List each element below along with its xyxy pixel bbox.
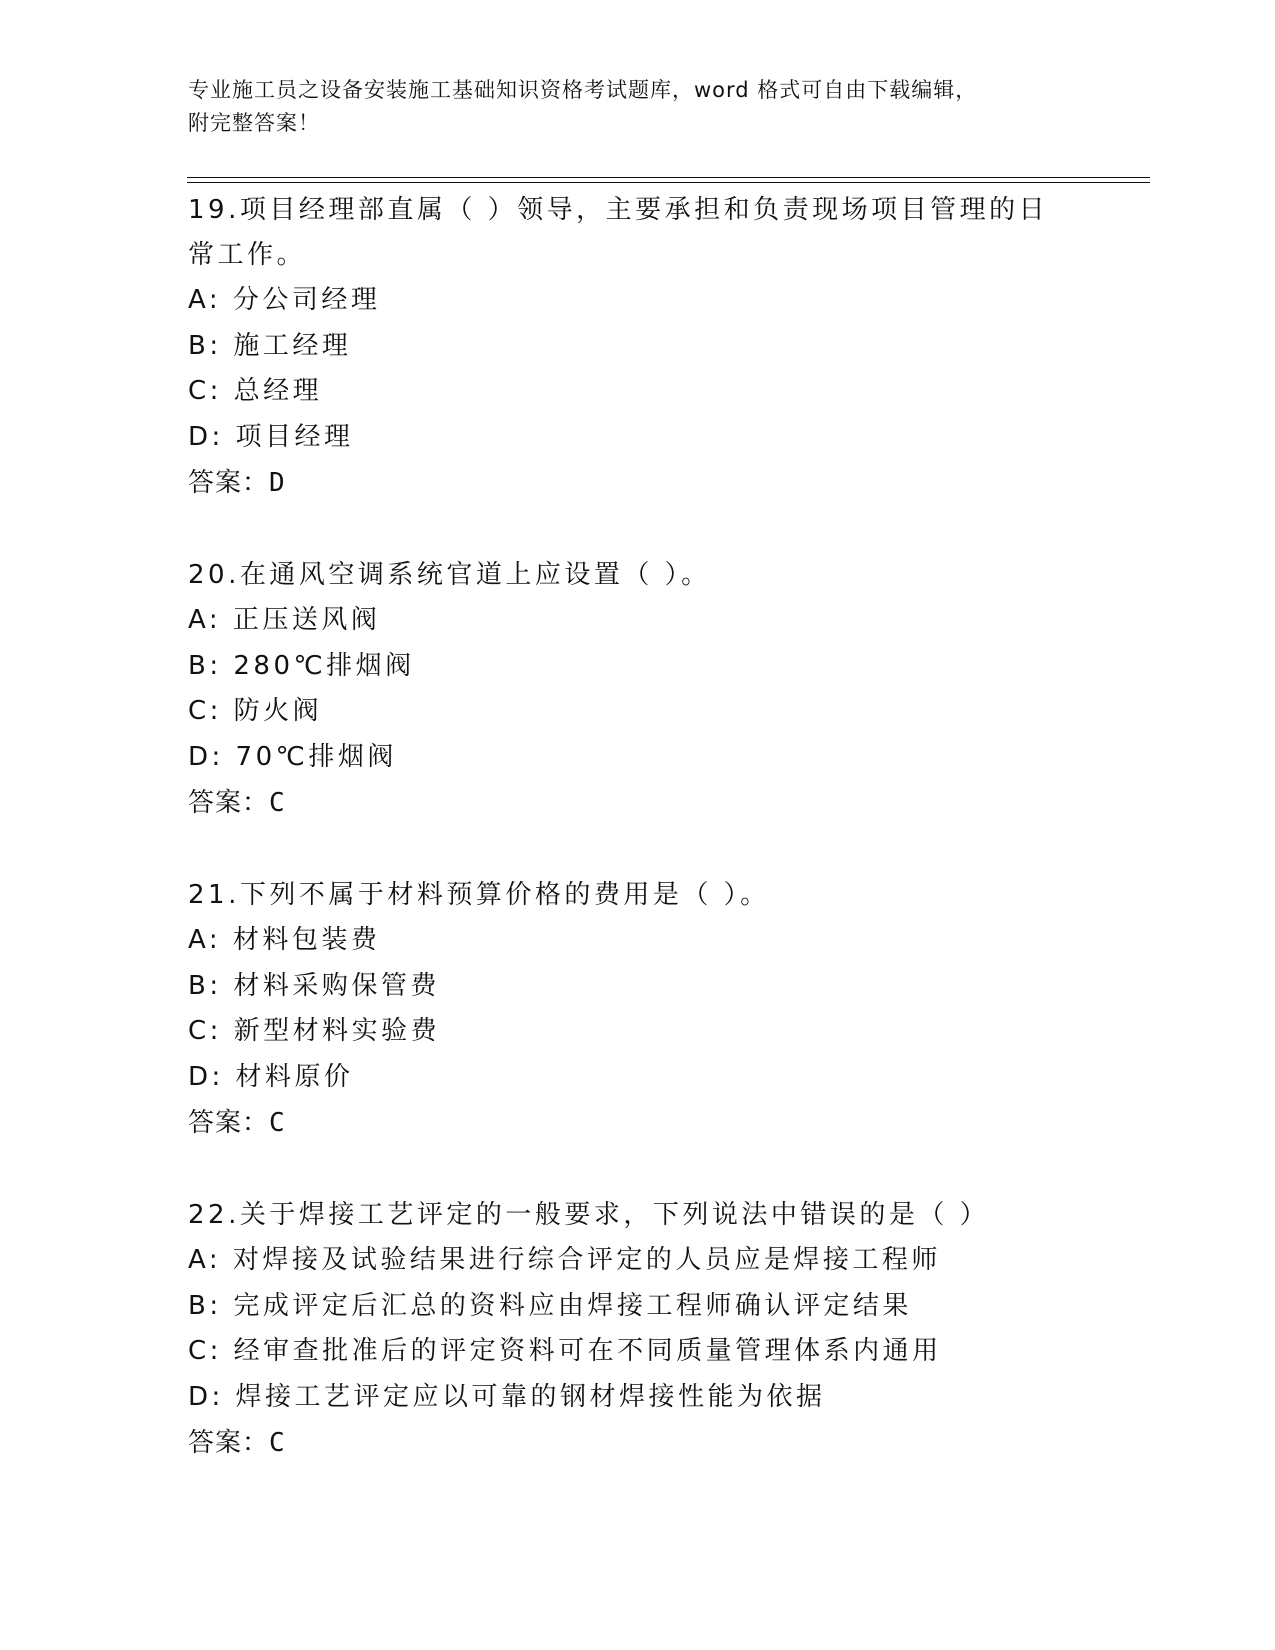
question-21 xyxy=(188,873,1068,1146)
question-22 xyxy=(188,1193,1068,1466)
option-a: A: 对焊接及试验结果进行综合评定的人员应是焊接工程师 xyxy=(188,1245,941,1275)
question-20 xyxy=(188,553,1068,826)
answer-line xyxy=(188,1100,1068,1146)
option-c: C: 总经理 xyxy=(188,376,323,407)
answer-label: 答案： xyxy=(188,468,270,499)
answer-label: 答案： xyxy=(188,1428,270,1459)
question-19 xyxy=(188,188,1068,506)
header-divider-bottom xyxy=(187,182,1150,183)
option-a: A: 正压送风阀 xyxy=(188,605,381,635)
question-stem: 20.在通风空调系统官道上应设置（ ）。 xyxy=(188,560,711,590)
option-c: C: 经审查批准后的评定资料可在不同质量管理体系内通用 xyxy=(188,1336,942,1367)
option-b: B: 完成评定后汇总的资料应由焊接工程师确认评定结果 xyxy=(188,1290,912,1321)
option-d: D: 项目经理 xyxy=(188,421,354,452)
document-header: 专业施工员之设备安装施工基础知识资格考试题库，word 格式可自由下载编辑， 附完整答案！ xyxy=(188,78,978,135)
option-c: C: 防火阀 xyxy=(188,696,323,727)
option-d: D: 70℃排烟阀 xyxy=(188,741,397,772)
header-divider-top xyxy=(187,177,1150,178)
option-b: B: 材料采购保管费 xyxy=(188,970,440,1001)
option-b: B: 施工经理 xyxy=(188,330,352,361)
option-a: A: 分公司经理 xyxy=(188,285,381,315)
answer-line xyxy=(188,1420,1068,1466)
answer-label: 答案： xyxy=(188,1108,270,1139)
answer-line xyxy=(188,780,1068,826)
answer-value: C xyxy=(269,1108,286,1139)
question-stem: 22.关于焊接工艺评定的一般要求，下列说法中错误的是（ ） xyxy=(188,1200,990,1230)
question-stem: 21.下列不属于材料预算价格的费用是（ ）。 xyxy=(188,880,770,910)
answer-value: C xyxy=(269,1428,286,1459)
option-b: B: 280℃排烟阀 xyxy=(188,650,415,681)
option-c: C: 新型材料实验费 xyxy=(188,1016,441,1047)
answer-value: C xyxy=(269,788,286,819)
option-a: A: 材料包装费 xyxy=(188,925,381,955)
answer-line xyxy=(188,460,1068,506)
question-stem: 19.项目经理部直属（ ）领导，主要承担和负责现场项目管理的日常工作。 xyxy=(188,195,1049,270)
option-d: D: 材料原价 xyxy=(188,1061,354,1092)
option-d: D: 焊接工艺评定应以可靠的钢材焊接性能为依据 xyxy=(188,1381,826,1412)
answer-label: 答案： xyxy=(188,788,270,819)
answer-value: D xyxy=(269,468,286,499)
